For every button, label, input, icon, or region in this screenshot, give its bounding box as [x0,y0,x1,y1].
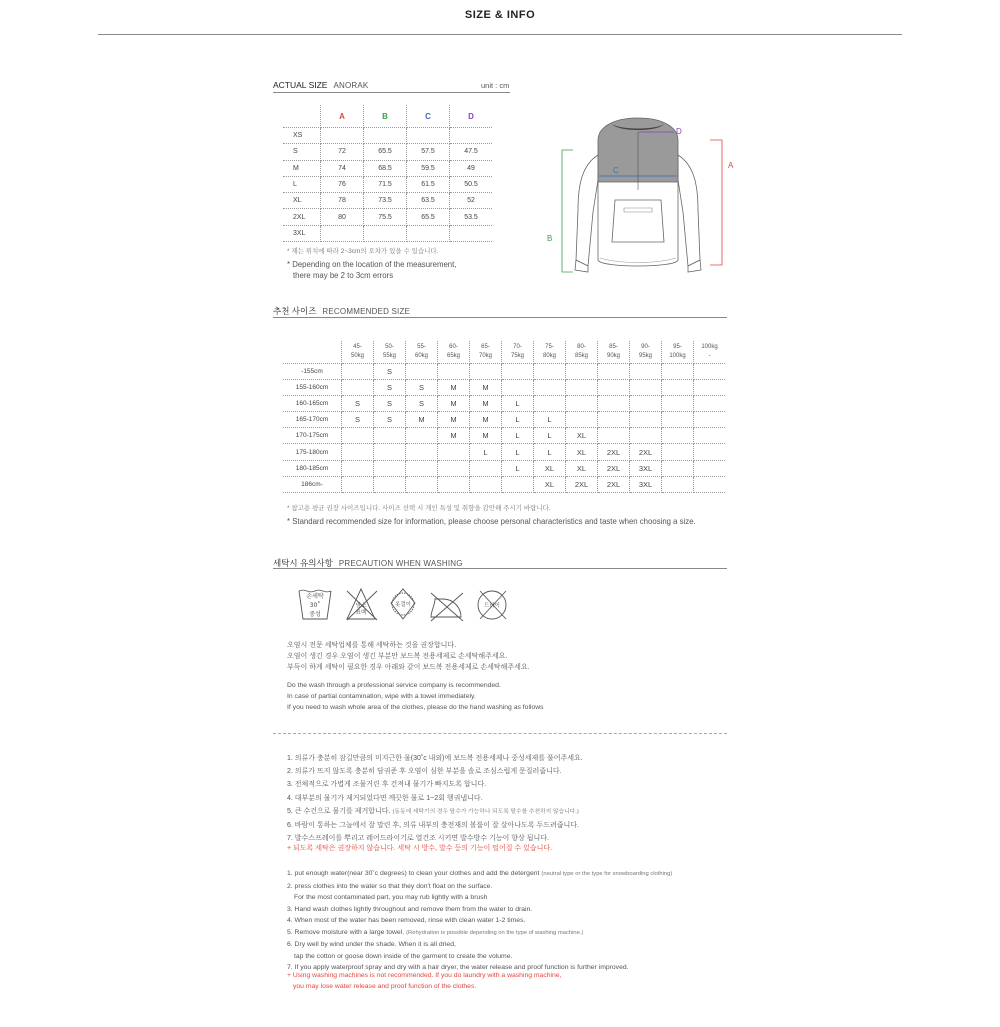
table-cell [662,444,694,460]
table-cell: M [470,380,502,396]
table-cell: S [374,364,406,380]
table-cell: 80 [321,209,364,225]
height-label: 170-175cm [283,428,342,444]
actual-size-subtitle: ANORAK [333,81,369,90]
table-cell [470,460,502,476]
table-cell: L [502,396,534,412]
table-row [283,396,725,412]
table-cell [534,380,566,396]
recommended-note-ko: * 참고용 평균 권장 사이즈입니다. 사이즈 선택 시 개인 특성 및 취향을 감안해 주시기 바랍니다. [287,505,551,512]
table-cell [342,476,374,492]
table-cell: 57.5 [407,144,450,160]
actual-note-en-1: * Depending on the location of the measurement, [287,260,457,269]
table-cell: M [438,396,470,412]
table-cell [407,128,450,144]
table-cell [566,380,598,396]
weight-header: 95- 100kg [662,341,694,364]
table-cell [662,412,694,428]
svg-text:30˚: 30˚ [309,602,321,609]
actual-note-en-2: there may be 2 to 3cm errors [293,271,394,280]
table-row [283,209,492,225]
step-line: 6. Dry well by wind under the shade. When it is all dried, [287,941,456,948]
height-label: 175-180cm [283,444,342,460]
hand-wash-icon [299,590,331,619]
washing-intro-en-line: If you need to wash whole area of the clothes, please do the hand washing as follows [287,703,544,711]
table-cell: 68.5 [364,160,407,176]
recommended-title: 추천 사이즈 [273,306,317,316]
table-cell: M [406,412,438,428]
recommended-divider [273,317,727,318]
table-cell: 53.5 [450,209,493,225]
table-row [283,364,725,380]
care-symbols [295,585,520,625]
height-label: 180-185cm [283,460,342,476]
table-cell [694,364,726,380]
table-cell [342,444,374,460]
step-line: 6. 바람이 통하는 그늘에서 잘 말린 후, 의류 내부의 충전재의 볼륨이 잘 살아나도록 두드려줍니다. [287,822,579,830]
anorak-illustration [575,118,701,272]
table-cell [450,225,493,241]
table-cell: 49 [450,160,493,176]
no-bleach-icon [347,589,377,620]
weight-header: 80- 85kg [566,341,598,364]
table-cell: XL [566,444,598,460]
table-cell [321,225,364,241]
weight-header: 85- 90kg [598,341,630,364]
size-label: M [283,160,321,176]
table-cell [374,444,406,460]
recommended-note-en: * Standard recommended size for information, please choose personal characteristics and taste when choosing a size. [287,517,696,526]
table-cell [374,428,406,444]
step-line: 3. Hand wash clothes lightly throughout and remove them from the water to drain. [287,905,533,913]
table-cell: S [374,380,406,396]
table-cell [694,444,726,460]
table-row [283,193,492,209]
step-line: 5. Remove moisture with a large towel. (Rehydration is possible depending on the type of washing machine.) [287,928,584,936]
table-cell: L [470,444,502,460]
table-cell: 52 [450,193,493,209]
table-cell: M [470,412,502,428]
table-cell [438,460,470,476]
table-cell [598,428,630,444]
table-cell [662,460,694,476]
table-cell: M [438,412,470,428]
dim-d-label: D [676,127,682,136]
table-cell: 63.5 [407,193,450,209]
svg-text:염소: 염소 [355,603,367,609]
table-cell [630,364,662,380]
table-cell [406,460,438,476]
size-label: L [283,176,321,192]
table-cell: 75.5 [364,209,407,225]
dim-b-label: B [547,234,553,243]
table-cell [502,380,534,396]
washing-steps-ko [287,752,583,845]
svg-text:중성: 중성 [309,611,321,618]
table-cell [470,364,502,380]
column-header: B [364,105,407,128]
step-line: 4. 대부분의 물기가 제거되었다면 깨끗한 물로 1~2회 헹궈냅니다. [287,794,483,802]
recommended-heading [273,305,410,317]
table-row [283,144,492,160]
recommended-size-table [283,341,725,493]
table-cell [407,225,450,241]
table-cell: 72 [321,144,364,160]
washing-intro-en [287,681,544,713]
washing-intro-ko-line: 부득이 하게 세탁이 필요한 경우 아래와 같이 보드복 전용세제로 손세탁해주세요. [287,663,530,671]
washing-intro-en-line: Do the wash through a professional service company is recommended. [287,682,501,689]
step-line: 7. 발수스프레이를 뿌리고 레어드라이기로 열건조 시키면 발수방수 기능이 향상 됩니다. [287,835,549,843]
table-cell [438,444,470,460]
table-row [283,412,725,428]
table-cell [598,380,630,396]
weight-header: 90- 95kg [630,341,662,364]
table-cell [364,225,407,241]
weight-header: 100kg - [694,341,726,364]
washing-steps-en [287,868,672,974]
size-label: 3XL [283,225,321,241]
table-cell: S [374,396,406,412]
weight-header: 65- 70kg [470,341,502,364]
column-header: C [407,105,450,128]
step-line: 1. 의류가 충분히 잠길만큼의 미지근한 물(30˚c 내외)에 보드복 전용세제나 중성세제를 풀어주세요. [287,755,583,762]
table-cell: M [438,380,470,396]
step-line: 2. press clothes into the water so that they don't float on the surface. [287,882,493,890]
table-cell [534,396,566,412]
no-dry-clean-icon [478,591,506,619]
table-cell [630,380,662,396]
step-line: 5. 큰 수건으로 물기를 제거합니다. (동동에 세탁기의 경우 탈수가 가능하나 되도록 탈수를 추천하지 않습니다.) [287,807,579,815]
table-cell: S [406,380,438,396]
table-row [283,476,725,492]
table-cell: 78 [321,193,364,209]
table-cell: XL [534,460,566,476]
table-cell [406,428,438,444]
dim-c-label: C [613,166,619,175]
table-cell [342,380,374,396]
table-cell: M [470,428,502,444]
table-cell: XL [566,460,598,476]
table-cell: 2XL [598,444,630,460]
table-cell [566,364,598,380]
svg-text:옷걸이: 옷걸이 [395,602,411,608]
actual-size-table [283,105,492,242]
table-cell: 2XL [566,476,598,492]
table-cell [374,460,406,476]
table-cell [450,128,493,144]
washing-title: 세탁시 유의사항 [273,558,333,568]
svg-text:손세탁: 손세탁 [306,593,324,600]
washing-warning-ko: + 되도록 세탁은 권장하지 않습니다. 세탁 시 방수, 발수 등의 기능이 떨어질 수 있습니다. [287,845,553,852]
table-cell: M [470,396,502,412]
table-cell [342,364,374,380]
step-line: For the most contaminated part, you may rub lightly with a brush [294,894,488,901]
table-cell [694,428,726,444]
height-label: 155-160cm [283,380,342,396]
column-header: A [321,105,364,128]
table-cell: 47.5 [450,144,493,160]
table-cell: XL [566,428,598,444]
table-row [283,225,492,241]
table-cell: 2XL [598,476,630,492]
table-cell [438,364,470,380]
title-divider [98,34,902,35]
height-label: 160-165cm [283,396,342,412]
table-cell [566,412,598,428]
weight-header: 55- 60kg [406,341,438,364]
table-cell: 50.5 [450,176,493,192]
svg-text:표백: 표백 [355,610,367,616]
table-cell: 59.5 [407,160,450,176]
table-cell [598,364,630,380]
table-row [283,160,492,176]
table-cell: 2XL [598,460,630,476]
washing-intro-en-line: In case of partial contamination, wipe with a towel immediately. [287,692,476,700]
table-cell [598,412,630,428]
table-cell: L [502,444,534,460]
table-cell [694,460,726,476]
table-cell [630,412,662,428]
table-cell [694,412,726,428]
table-cell [406,444,438,460]
table-cell [534,364,566,380]
table-cell [662,396,694,412]
actual-size-title: ACTUAL SIZE [273,80,328,90]
table-cell [662,380,694,396]
step-line: 7. If you apply waterproof spray and dry with a hair dryer, the water release and proof function is further improved. [287,964,629,971]
actual-note-ko: * 재는 위치에 따라 2~3cm의 오차가 있을 수 있습니다. [287,248,439,255]
step-line: 3. 전체적으로 가볍게 조물거린 후 건져내 물기가 빠지도록 합니다. [287,781,487,789]
table-cell [694,476,726,492]
washing-intro-ko-line: 오염이 생긴 경우 오염이 생긴 부분만 보드복 전용세제로 손세탁해주세요. [287,652,508,660]
weight-header: 45- 50kg [342,341,374,364]
table-cell [662,428,694,444]
table-cell: 73.5 [364,193,407,209]
table-cell: S [342,396,374,412]
table-cell: 65.5 [407,209,450,225]
size-label: S [283,144,321,160]
washing-subtitle: PRECAUTION WHEN WASHING [338,559,463,568]
unit-label: unit : cm [481,81,510,90]
table-cell: S [342,412,374,428]
table-cell [598,396,630,412]
dim-b-line [562,150,573,272]
table-cell [694,380,726,396]
page-title: SIZE & INFO [464,9,536,21]
table-cell [630,428,662,444]
table-cell: M [438,428,470,444]
washing-warning-en-2: you may lose water release and proof function of the clothes. [293,983,477,990]
washing-dashed-divider [273,733,727,734]
size-label: XL [283,193,321,209]
table-cell [470,476,502,492]
table-cell [662,476,694,492]
table-cell: 74 [321,160,364,176]
table-cell: L [502,428,534,444]
height-label: 165-170cm [283,412,342,428]
size-label: XS [283,128,321,144]
table-cell [566,396,598,412]
table-cell [342,460,374,476]
table-cell [406,364,438,380]
step-line: 2. 의류가 뜨지 않도록 충분히 담궈준 후 오염이 심한 부분을 솔로 조심스럽게 문질러줍니다. [287,768,562,776]
step-line: 1. put enough water(near 30˚c degrees) to clean your clothes and add the detergent (neutral type or the type for snowboarding clothing) [287,870,673,877]
table-cell: S [406,396,438,412]
svg-text:드라이: 드라이 [484,603,500,609]
table-cell: 65.5 [364,144,407,160]
table-cell: L [502,412,534,428]
weight-header: 75- 80kg [534,341,566,364]
table-cell: L [534,444,566,460]
tumble-dry-icon [391,589,415,619]
actual-size-divider [273,92,510,93]
table-cell: 71.5 [364,176,407,192]
no-iron-icon [431,593,463,621]
table-cell [342,428,374,444]
table-row [283,380,725,396]
dim-a-label: A [728,161,734,170]
recommended-subtitle: RECOMMENDED SIZE [322,307,411,316]
weight-header: 60- 65kg [438,341,470,364]
table-cell [694,396,726,412]
washing-intro-ko-line: 오염시 전문 세탁업체를 통해 세탁하는 것을 권장합니다. [287,642,457,649]
height-label: 186cm- [283,476,342,492]
table-corner [283,341,342,364]
table-row [283,460,725,476]
table-cell [630,396,662,412]
column-header: D [450,105,493,128]
size-label: 2XL [283,209,321,225]
table-cell: 76 [321,176,364,192]
table-cell [374,476,406,492]
table-cell: L [502,460,534,476]
table-cell: S [374,412,406,428]
height-label: -155cm [283,364,342,380]
table-cell: 61.5 [407,176,450,192]
table-row [283,128,492,144]
table-cell [502,476,534,492]
table-cell: XL [534,476,566,492]
washing-intro-ko [287,641,530,673]
weight-header: 50- 55kg [374,341,406,364]
actual-size-heading [273,80,368,90]
washing-warning-en-1: + Using washing machines is not recommended. If you do laundry with a washing machine, [287,972,562,979]
table-cell [662,364,694,380]
anorak-diagram [540,110,750,280]
table-cell [438,476,470,492]
table-cell [502,364,534,380]
table-cell [406,476,438,492]
washing-divider [273,568,727,569]
table-cell: 2XL [630,444,662,460]
table-row [283,428,725,444]
table-cell [321,128,364,144]
table-cell: L [534,428,566,444]
table-row [283,444,725,460]
step-line: 4. When most of the water has been removed, rinse with clean water 1-2 times. [287,917,526,924]
table-cell: 3XL [630,476,662,492]
table-row [283,176,492,192]
table-cell: L [534,412,566,428]
weight-header: 70- 75kg [502,341,534,364]
step-line: tap the cotton or goose down inside of the garment to create the volume. [294,952,513,960]
table-cell: 3XL [630,460,662,476]
table-corner [283,105,321,128]
dim-a-line [710,140,722,265]
table-cell [364,128,407,144]
